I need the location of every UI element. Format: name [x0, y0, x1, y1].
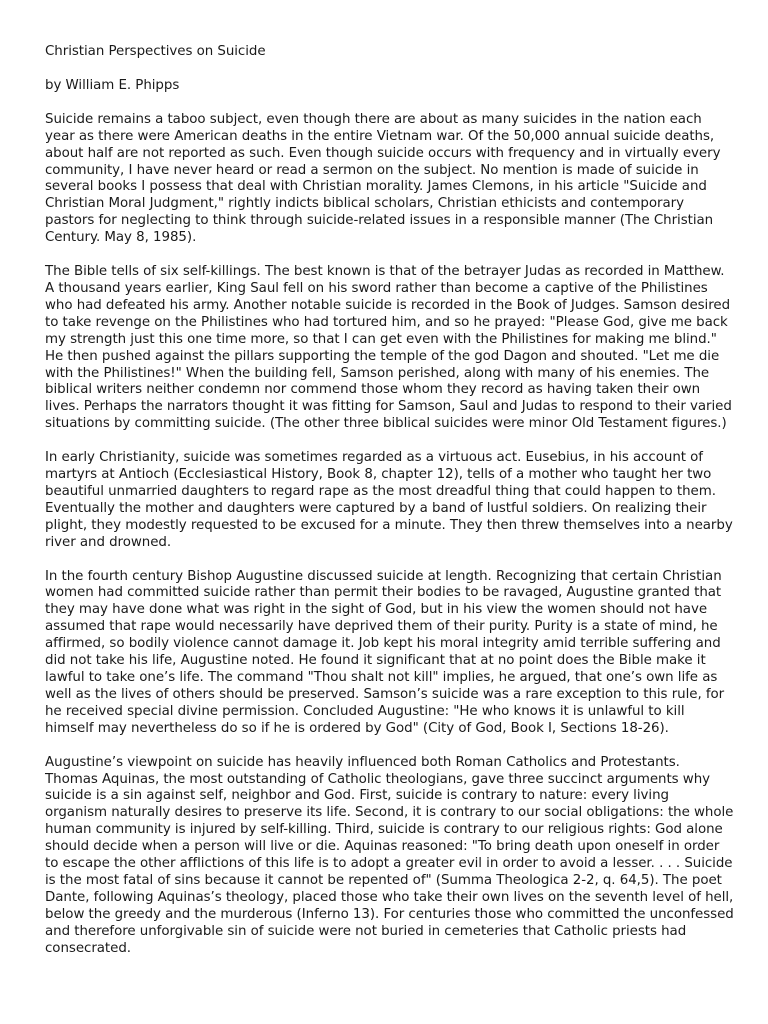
document-title: Christian Perspectives on Suicide	[45, 44, 266, 59]
paragraph-bible: The Bible tells of six self-killings. The best known is that of the betrayer Judas as recorded in Matthew. A thousand years earlier, King Saul fell on his sword rather than become a captive of the Philistines who had defeated his army. Another notable suicide is recorded in the Book of Judges. Samson desired to take revenge on the Philistines who had tortured him, and so he prayed: "Please God, give me back my strength just this one time more, so that I can get even with the Philistines for making me blind." He then pushed against the pillars supporting the temple of the god Dagon and shouted. "Let me die with the Philistines!" When the building fell, Samson perished, along with many of his enemies. The biblical writers neither condemn nor commend those whom they record as having taken their own lives. Perhaps the narrators thought it was fitting for Samson, Saul and Judas to respond to their varied situations by committing suicide. (The other three biblical suicides were minor Old Testament figures.)	[45, 264, 732, 432]
paragraph-augustine: In the fourth century Bishop Augustine discussed suicide at length. Recognizing that certain Christian women had committed suicide rather than permit their bodies to be ravaged, Augustine granted that they may have done what was right in the sight of God, but in his view the women should not have assumed that rape would necessarily have deprived them of their purity. Purity is a state of mind, he affirmed, so bodily violence cannot damage it. Job kept his moral integrity amid terrible suffering and did not take his life, Augustine noted. He found it significant that at no point does the Bible make it lawful to take one’s life. The command "Thou shalt not kill" implies, he argued, that one’s own life as well as the lives of others should be preserved. Samson’s suicide was a rare exception to this rule, for he received special divine permission. Concluded Augustine: "He who knows it is unlawful to kill himself may nevertheless do so if he is ordered by God" (City of God, Book I, Sections 18-26).	[45, 568, 725, 736]
paragraph-intro: Suicide remains a taboo subject, even though there are about as many suicides in the nation each year as there were American deaths in the entire Vietnam war. Of the 50,000 annual suicide deaths, about half are not reported as such. Even though suicide occurs with frequency and in virtually every community, I have never heard or read a sermon on the subject. No mention is made of suicide in several books I possess that deal with Christian morality. James Clemons, in his article "Suicide and Christian Moral Judgment," rightly indicts biblical scholars, Christian ethicists and contemporary pastors for neglecting to think through suicide-related issues in a responsible manner (The Christian Century. May 8, 1985).	[45, 111, 721, 246]
paragraph-early-christianity: In early Christianity, suicide was sometimes regarded as a virtuous act. Eusebius, in his account of martyrs at Antioch (Ecclesiastical History, Book 8, chapter 12), tells of a mother who taught her two beautiful unmarried daughters to regard rape as the most dreadful thing that could happen to them. Eventually the mother and daughters were captured by a band of lustful soldiers. On realizing their plight, they modestly requested to be excused for a minute. They then threw themselves into a nearby river and drowned.	[45, 450, 733, 550]
document-byline: by William E. Phipps	[45, 77, 180, 93]
document-page	[45, 44, 735, 975]
paragraph-aquinas: Augustine’s viewpoint on suicide has heavily influenced both Roman Catholics and Protestants. Thomas Aquinas, the most outstanding of Catholic theologians, gave three succinct arguments why suicide is a sin against self, neighbor and God. First, suicide is contrary to nature: every living organism naturally desires to preserve its life. Second, it is contrary to our social obligations: the whole human community is injured by self-killing. Third, suicide is contrary to our religious rights: God alone should decide when a person will live or die. Aquinas reasoned: "To bring death upon oneself in order to escape the other afflictions of this life is to adopt a greater evil in order to avoid a lesser. . . . Suicide is the most fatal of sins because it cannot be repented of" (Summa Theologica 2-2, q. 64,5). The poet Dante, following Aquinas’s theology, placed those who take their own lives on the seventh level of hell, below the greedy and the murderous (Inferno 13). For centuries those who committed the unconfessed and therefore unforgivable sin of suicide were not buried in cemeteries that Catholic priests had consecrated.	[45, 754, 734, 956]
